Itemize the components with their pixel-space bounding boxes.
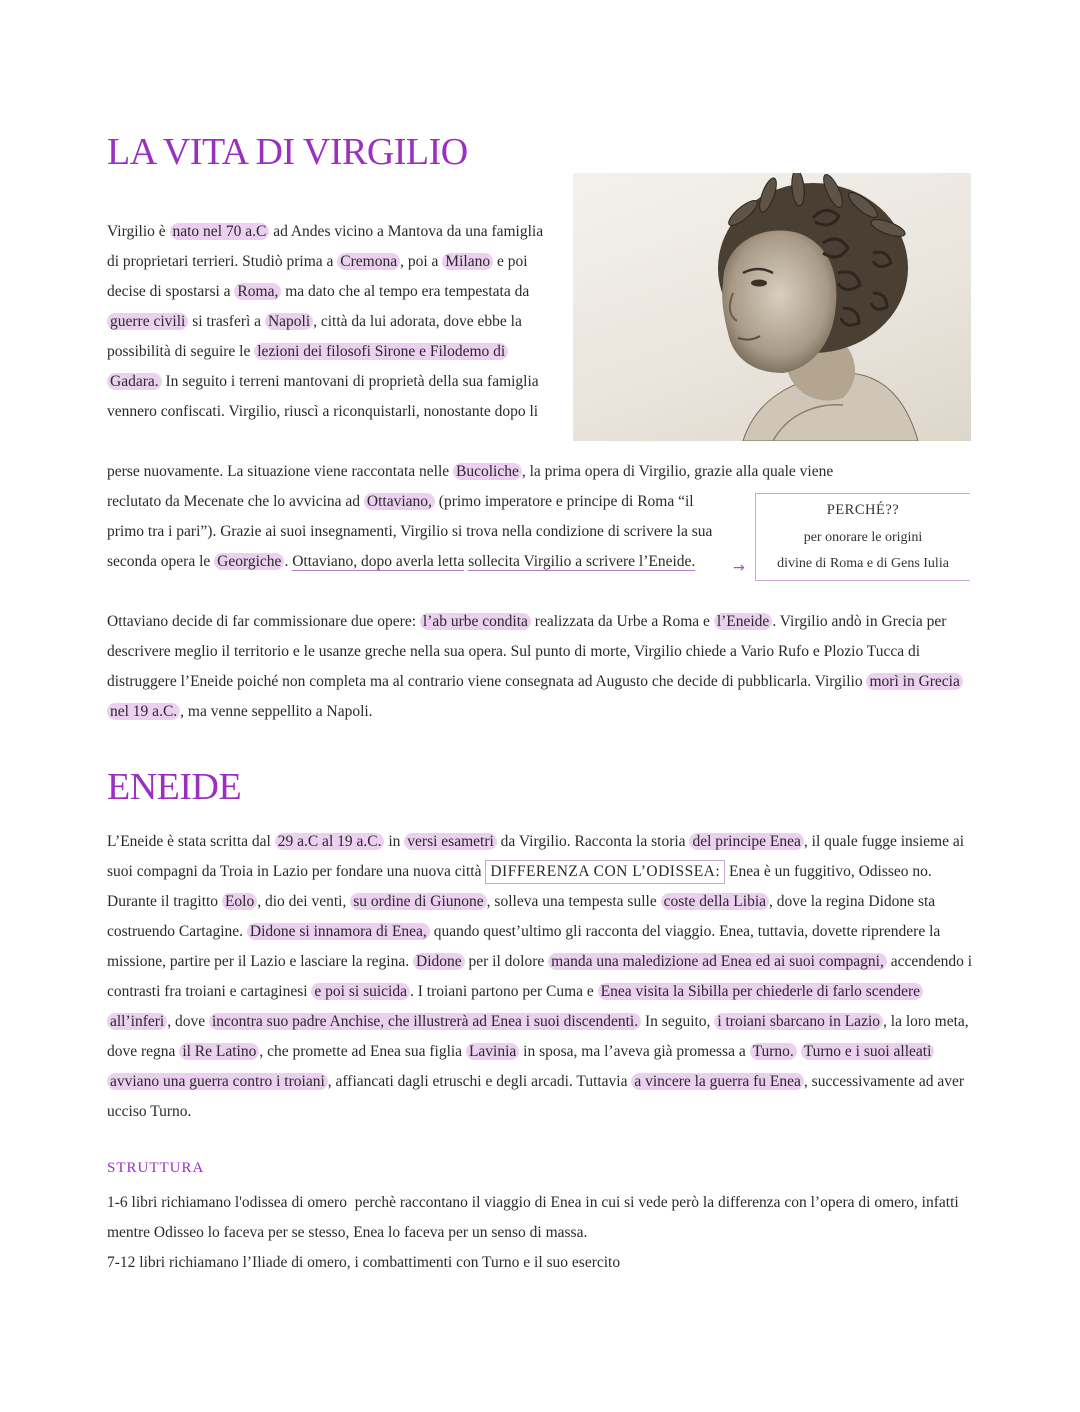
struttura-paragraph: 1-6 libri richiamano l'odissea di omero perchè raccontano il viaggio di Enea in cui si vede però la differenza con l’opera di omero, infatti mentre Odisseo lo faceva per se stesso, Enea lo faceva per un senso di massa. 7-12 libri richiamano l’Iliade di omero, i combattimenti con Turno e il suo esercito <box>107 1194 959 1271</box>
vita-paragraph-1-continued: perse nuovamente. La situazione viene raccontata nelle Bucoliche , la prima opera di Virgilio, grazie alla quale viene <box>107 463 834 480</box>
eneide-paragraph: L’Eneide è stata scritta dal 29 a.C al 19 a.C. in versi esametri da Virgilio. Racconta la storia del principe Enea , il quale fugge insieme ai suoi compagni da Troia in Lazio per fondare una nuova città DIFFERENZA CON L’ODISSEA: Enea è un fuggitivo, Odisseo no. Durante il tragitto Eolo , dio dei venti, su ordine di Giunone , solleva una tempesta sulle coste della Libia , dove la regina Didone sta costruendo Cartagine. Didone si innamora di Enea, quando quest’ultimo gli racconta del viaggio. Enea, tuttavia, dovette riprendere la missione, partire per il Lazio e lasciare la regina. Didone per il dolore manda una maledizione ad Enea ed ai suoi compagni, accendendo i contrasti fra troiani e cartaginesi e poi si suicida . I troiani partono per Cuma e Enea visita la Sibilla per chiederle di farlo scendere all’inferi , dove incontra suo padre Anchise, che illustrerà ad Enea i suoi discendenti. In seguito, i troiani sbarcano in Lazio , la loro meta, dove regna il Re Latino , che promette ad Enea sua figlia Lavinia in sposa, ma l’aveva già promessa a Turno. Turno e i suoi alleati avviano una guerra contro i troiani , affiancati dagli etruschi e degli arcadi. Tuttavia a vincere la guerra fu Enea , successivamente ad aver ucciso Turno. <box>107 833 973 1120</box>
difference-label: DIFFERENZA CON L’ODISSEA: <box>485 860 725 884</box>
margin-note <box>755 493 970 581</box>
note-line-2: divine di Roma e di Gens Iulia <box>777 556 949 571</box>
vita-paragraph-3: Ottaviano decide di far commissionare due opere: l’ab urbe condita realizzata da Urbe a Roma e l’Eneide . Virgilio andò in Grecia per descrivere meglio il territorio e le usanze greche nella sua opera. Sul punto di morte, Virgilio chiede a Vario Rufo e Plozio Tucca di distruggere l’Eneide poiché non completa ma al contrario viene consegnata ad Augusto che decide di pubblicarla. Virgilio morì in Grecia nel 19 a.C. , ma venne seppellito a Napoli. <box>107 607 972 727</box>
section-title-eneide: ENEIDE <box>107 766 242 808</box>
vita-paragraph-2: reclutato da Mecenate che lo avvicina ad Ottaviano, (primo imperatore e principe di Roma “il primo tra i pari”). Grazie ai suoi insegnamenti, Virgilio si trova nella condizione di scrivere la sua seconda opera le Georgiche . Ottaviano, dopo averla letta sollecita Virgilio a scrivere l’Eneide. <box>107 493 713 570</box>
vita-paragraph-1: Virgilio è nato nel 70 a.C ad Andes vicino a Mantova da una famiglia di proprietari terrieri. Studiò prima a Cremona , poi a Milano e poi decise di spostarsi a Roma, ma dato che al tempo era tempestata da guerre civili si trasferì a Napoli , città da lui adorata, dove ebbe la possibilità di seguire le lezioni dei filosofi Sirone e Filodemo di Gadara. In seguito i terreni mantovani di proprietà della sua famiglia vennero confiscati. Virgilio, riuscì a riconquistarli, nonostante dopo li <box>107 223 544 420</box>
portrait-illustration <box>573 173 971 441</box>
virgil-portrait-image <box>573 173 971 441</box>
note-line-1: per onorare le origini <box>803 530 923 545</box>
section-title-vita: LA VITA DI VIRGILIO <box>107 131 468 173</box>
struttura-heading: STRUTTURA <box>107 1160 205 1176</box>
arrow-icon: → <box>733 560 745 576</box>
note-title: PERCHÉ?? <box>826 502 900 518</box>
